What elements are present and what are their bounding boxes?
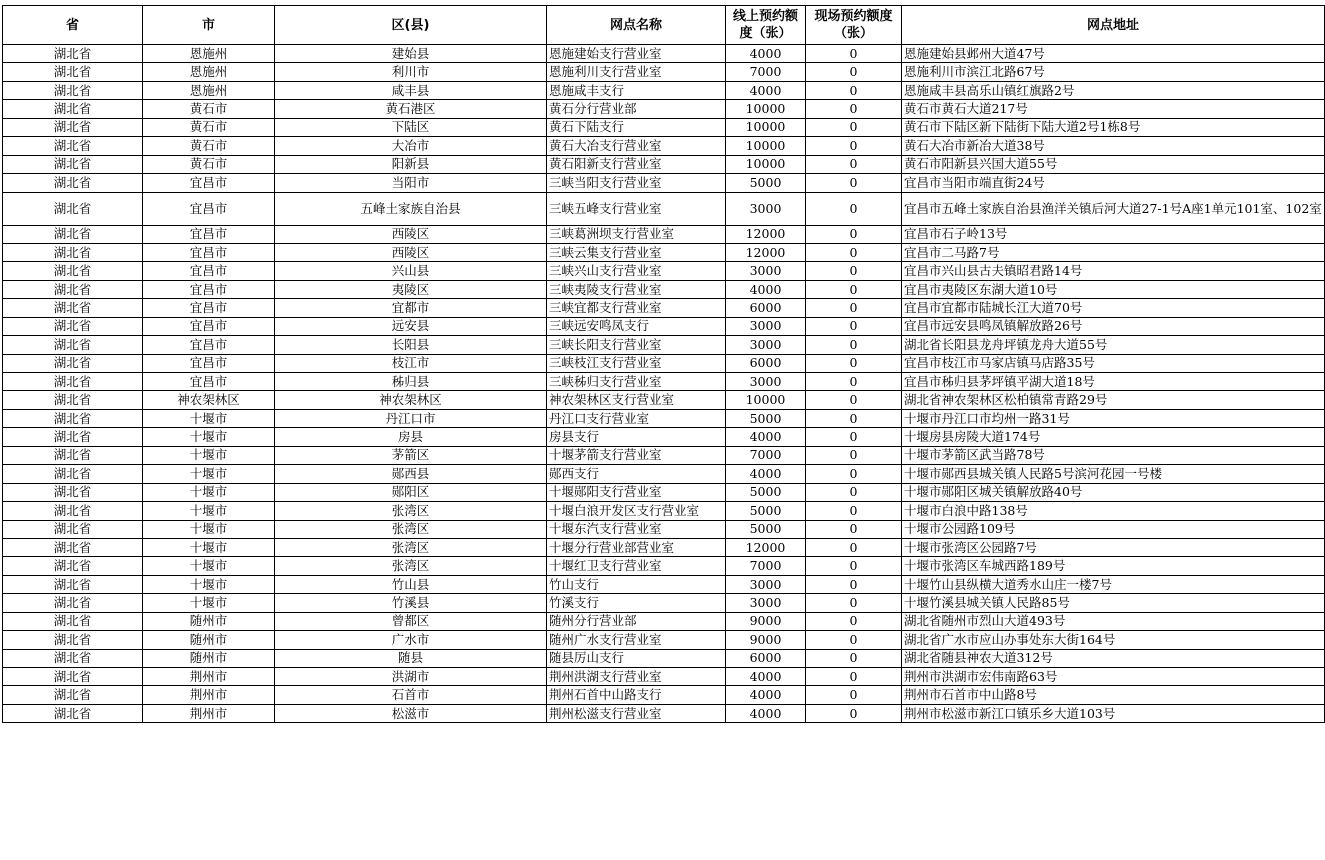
cell-province: 湖北省 [3,668,143,686]
table-row [3,575,1325,593]
cell-online-quota: 10000 [726,118,806,136]
cell-onsite-quota: 0 [806,668,902,686]
cell-city: 十堰市 [143,428,275,446]
cell-onsite-quota: 0 [806,45,902,63]
cell-district: 阳新县 [275,155,547,173]
cell-province: 湖北省 [3,483,143,501]
cell-online-quota: 12000 [726,225,806,243]
cell-address: 十堰市郧西县城关镇人民路5号滨河花园一号楼 [902,465,1325,483]
cell-branch-name: 随县厉山支行 [547,649,726,667]
table-row [3,428,1325,446]
cell-branch-name: 恩施咸丰支行 [547,81,726,99]
table-row [3,354,1325,372]
cell-online-quota: 10000 [726,100,806,118]
table-row [3,631,1325,649]
cell-onsite-quota: 0 [806,317,902,335]
cell-address: 黄石市阳新县兴国大道55号 [902,155,1325,173]
cell-address: 宜昌市二马路7号 [902,243,1325,261]
cell-city: 恩施州 [143,81,275,99]
cell-address: 荆州市石首市中山路8号 [902,686,1325,704]
cell-onsite-quota: 0 [806,538,902,556]
cell-province: 湖北省 [3,631,143,649]
cell-province: 湖北省 [3,155,143,173]
cell-branch-name: 黄石分行营业部 [547,100,726,118]
cell-province: 湖北省 [3,557,143,575]
table-row [3,280,1325,298]
table-row [3,373,1325,391]
cell-onsite-quota: 0 [806,100,902,118]
cell-address: 宜昌市远安县鸣凤镇解放路26号 [902,317,1325,335]
cell-onsite-quota: 0 [806,649,902,667]
table-row [3,391,1325,409]
cell-address: 湖北省随州市烈山大道493号 [902,612,1325,630]
cell-online-quota: 5000 [726,409,806,427]
cell-branch-name: 十堰茅箭支行营业室 [547,446,726,464]
table-row [3,557,1325,575]
cell-city: 十堰市 [143,409,275,427]
cell-onsite-quota: 0 [806,686,902,704]
cell-city: 黄石市 [143,137,275,155]
cell-province: 湖北省 [3,137,143,155]
cell-district: 张湾区 [275,538,547,556]
table-row [3,118,1325,136]
cell-onsite-quota: 0 [806,81,902,99]
cell-online-quota: 3000 [726,373,806,391]
cell-province: 湖北省 [3,299,143,317]
cell-onsite-quota: 0 [806,520,902,538]
cell-address: 十堰市白浪中路138号 [902,502,1325,520]
cell-city: 宜昌市 [143,317,275,335]
cell-onsite-quota: 0 [806,631,902,649]
table-row [3,100,1325,118]
cell-online-quota: 4000 [726,280,806,298]
cell-online-quota: 9000 [726,612,806,630]
table-row [3,465,1325,483]
cell-address: 宜昌市宜都市陆城长江大道70号 [902,299,1325,317]
cell-city: 宜昌市 [143,192,275,225]
cell-onsite-quota: 0 [806,465,902,483]
table-row [3,63,1325,81]
cell-online-quota: 4000 [726,668,806,686]
cell-onsite-quota: 0 [806,137,902,155]
cell-onsite-quota: 0 [806,391,902,409]
cell-branch-name: 丹江口支行营业室 [547,409,726,427]
cell-province: 湖北省 [3,575,143,593]
cell-district: 秭归县 [275,373,547,391]
cell-address: 黄石大冶市新冶大道38号 [902,137,1325,155]
cell-province: 湖北省 [3,612,143,630]
table-body [3,45,1325,723]
cell-city: 十堰市 [143,483,275,501]
cell-branch-name: 房县支行 [547,428,726,446]
cell-district: 张湾区 [275,557,547,575]
cell-city: 黄石市 [143,118,275,136]
cell-branch-name: 荆州洪湖支行营业室 [547,668,726,686]
cell-online-quota: 3000 [726,336,806,354]
cell-onsite-quota: 0 [806,118,902,136]
cell-branch-name: 竹山支行 [547,575,726,593]
cell-branch-name: 黄石大冶支行营业室 [547,137,726,155]
cell-address: 恩施咸丰县高乐山镇红旗路2号 [902,81,1325,99]
table-row [3,137,1325,155]
cell-city: 宜昌市 [143,336,275,354]
header-address: 网点地址 [902,6,1325,45]
cell-city: 黄石市 [143,155,275,173]
cell-district: 郧阳区 [275,483,547,501]
table-header-row [3,6,1325,45]
table-row [3,262,1325,280]
cell-city: 十堰市 [143,520,275,538]
header-province: 省 [3,6,143,45]
cell-branch-name: 随州分行营业部 [547,612,726,630]
cell-onsite-quota: 0 [806,483,902,501]
cell-online-quota: 9000 [726,631,806,649]
cell-branch-name: 恩施利川支行营业室 [547,63,726,81]
cell-onsite-quota: 0 [806,299,902,317]
cell-address: 恩施建始县邺州大道47号 [902,45,1325,63]
cell-onsite-quota: 0 [806,243,902,261]
cell-online-quota: 3000 [726,594,806,612]
cell-province: 湖北省 [3,262,143,280]
cell-branch-name: 十堰郧阳支行营业室 [547,483,726,501]
cell-online-quota: 3000 [726,192,806,225]
cell-address: 黄石市下陆区新下陆街下陆大道2号1栋8号 [902,118,1325,136]
cell-onsite-quota: 0 [806,336,902,354]
cell-province: 湖北省 [3,465,143,483]
cell-district: 张湾区 [275,502,547,520]
cell-district: 松滋市 [275,704,547,722]
cell-city: 十堰市 [143,575,275,593]
cell-city: 恩施州 [143,63,275,81]
cell-city: 神农架林区 [143,391,275,409]
cell-city: 宜昌市 [143,243,275,261]
cell-district: 咸丰县 [275,81,547,99]
cell-address: 湖北省随县神农大道312号 [902,649,1325,667]
table-row [3,446,1325,464]
cell-branch-name: 黄石阳新支行营业室 [547,155,726,173]
cell-online-quota: 5000 [726,174,806,192]
cell-branch-name: 随州广水支行营业室 [547,631,726,649]
cell-province: 湖北省 [3,100,143,118]
cell-branch-name: 十堰东汽支行营业室 [547,520,726,538]
cell-online-quota: 4000 [726,45,806,63]
cell-address: 宜昌市五峰土家族自治县渔洋关镇后河大道27-1号A座1单元101室、102室 [902,192,1325,225]
cell-address: 宜昌市当阳市端直街24号 [902,174,1325,192]
cell-address: 荆州市洪湖市宏伟南路63号 [902,668,1325,686]
cell-province: 湖北省 [3,520,143,538]
cell-district: 丹江口市 [275,409,547,427]
cell-district: 竹山县 [275,575,547,593]
cell-province: 湖北省 [3,280,143,298]
cell-online-quota: 7000 [726,63,806,81]
cell-onsite-quota: 0 [806,704,902,722]
cell-branch-name: 竹溪支行 [547,594,726,612]
cell-province: 湖北省 [3,391,143,409]
cell-address: 十堰竹溪县城关镇人民路85号 [902,594,1325,612]
cell-address: 十堰房县房陵大道174号 [902,428,1325,446]
cell-branch-name: 神农架林区支行营业室 [547,391,726,409]
table-row [3,502,1325,520]
cell-address: 湖北省神农架林区松柏镇常青路29号 [902,391,1325,409]
cell-city: 荆州市 [143,668,275,686]
header-online-quota: 线上预约额度（张） [726,6,806,45]
cell-province: 湖北省 [3,225,143,243]
cell-online-quota: 3000 [726,317,806,335]
cell-address: 十堰竹山县纵横大道秀水山庄一楼7号 [902,575,1325,593]
cell-branch-name: 荆州松滋支行营业室 [547,704,726,722]
cell-city: 宜昌市 [143,262,275,280]
cell-address: 十堰市张湾区公园路7号 [902,538,1325,556]
cell-province: 湖北省 [3,446,143,464]
table-row [3,594,1325,612]
cell-onsite-quota: 0 [806,262,902,280]
cell-city: 随州市 [143,612,275,630]
cell-address: 荆州市松滋市新江口镇乐乡大道103号 [902,704,1325,722]
cell-city: 恩施州 [143,45,275,63]
table-row [3,704,1325,722]
cell-district: 茅箭区 [275,446,547,464]
cell-onsite-quota: 0 [806,612,902,630]
cell-district: 张湾区 [275,520,547,538]
cell-address: 十堰市张湾区车城西路189号 [902,557,1325,575]
cell-online-quota: 4000 [726,81,806,99]
cell-branch-name: 三峡云集支行营业室 [547,243,726,261]
cell-city: 宜昌市 [143,174,275,192]
cell-address: 宜昌市夷陵区东湖大道10号 [902,280,1325,298]
cell-district: 黄石港区 [275,100,547,118]
cell-branch-name: 三峡兴山支行营业室 [547,262,726,280]
cell-city: 十堰市 [143,538,275,556]
cell-province: 湖北省 [3,409,143,427]
cell-province: 湖北省 [3,428,143,446]
cell-city: 宜昌市 [143,373,275,391]
cell-district: 竹溪县 [275,594,547,612]
cell-district: 五峰土家族自治县 [275,192,547,225]
table-row [3,243,1325,261]
cell-province: 湖北省 [3,594,143,612]
branch-table [2,5,1325,723]
cell-province: 湖北省 [3,317,143,335]
cell-province: 湖北省 [3,118,143,136]
cell-branch-name: 三峡当阳支行营业室 [547,174,726,192]
cell-onsite-quota: 0 [806,63,902,81]
cell-province: 湖北省 [3,336,143,354]
cell-online-quota: 6000 [726,649,806,667]
cell-district: 西陵区 [275,243,547,261]
cell-province: 湖北省 [3,686,143,704]
cell-district: 夷陵区 [275,280,547,298]
cell-province: 湖北省 [3,649,143,667]
cell-district: 洪湖市 [275,668,547,686]
cell-onsite-quota: 0 [806,409,902,427]
cell-district: 远安县 [275,317,547,335]
cell-onsite-quota: 0 [806,428,902,446]
cell-district: 广水市 [275,631,547,649]
cell-city: 荆州市 [143,686,275,704]
cell-online-quota: 4000 [726,704,806,722]
cell-online-quota: 10000 [726,137,806,155]
cell-city: 十堰市 [143,465,275,483]
table-row [3,45,1325,63]
cell-branch-name: 三峡长阳支行营业室 [547,336,726,354]
cell-branch-name: 十堰红卫支行营业室 [547,557,726,575]
table-row [3,336,1325,354]
table-row [3,538,1325,556]
cell-onsite-quota: 0 [806,575,902,593]
cell-address: 宜昌市枝江市马家店镇马店路35号 [902,354,1325,372]
cell-province: 湖北省 [3,174,143,192]
cell-province: 湖北省 [3,45,143,63]
table-row [3,612,1325,630]
table-row [3,299,1325,317]
cell-district: 建始县 [275,45,547,63]
cell-branch-name: 三峡宜都支行营业室 [547,299,726,317]
cell-branch-name: 荆州石首中山路支行 [547,686,726,704]
table-row [3,192,1325,225]
cell-branch-name: 郧西支行 [547,465,726,483]
table-row [3,668,1325,686]
cell-district: 大冶市 [275,137,547,155]
cell-address: 湖北省长阳县龙舟坪镇龙舟大道55号 [902,336,1325,354]
cell-city: 随州市 [143,631,275,649]
cell-online-quota: 3000 [726,262,806,280]
cell-onsite-quota: 0 [806,280,902,298]
header-district: 区(县) [275,6,547,45]
cell-online-quota: 5000 [726,520,806,538]
cell-province: 湖北省 [3,243,143,261]
table-row [3,409,1325,427]
cell-onsite-quota: 0 [806,502,902,520]
cell-branch-name: 十堰白浪开发区支行营业室 [547,502,726,520]
cell-online-quota: 5000 [726,502,806,520]
cell-city: 十堰市 [143,557,275,575]
cell-district: 长阳县 [275,336,547,354]
cell-address: 黄石市黄石大道217号 [902,100,1325,118]
header-city: 市 [143,6,275,45]
cell-district: 随县 [275,649,547,667]
cell-district: 利川市 [275,63,547,81]
cell-city: 宜昌市 [143,225,275,243]
cell-city: 十堰市 [143,446,275,464]
cell-address: 十堰市丹江口市均州一路31号 [902,409,1325,427]
cell-online-quota: 4000 [726,686,806,704]
cell-branch-name: 三峡枝江支行营业室 [547,354,726,372]
cell-district: 郧西县 [275,465,547,483]
cell-branch-name: 三峡葛洲坝支行营业室 [547,225,726,243]
header-branch-name: 网点名称 [547,6,726,45]
table-row [3,317,1325,335]
cell-address: 恩施利川市滨江北路67号 [902,63,1325,81]
cell-district: 曾都区 [275,612,547,630]
cell-branch-name: 三峡秭归支行营业室 [547,373,726,391]
cell-province: 湖北省 [3,354,143,372]
cell-district: 西陵区 [275,225,547,243]
cell-province: 湖北省 [3,502,143,520]
cell-district: 兴山县 [275,262,547,280]
cell-address: 十堰市公园路109号 [902,520,1325,538]
cell-address: 十堰市茅箭区武当路78号 [902,446,1325,464]
cell-province: 湖北省 [3,373,143,391]
cell-city: 荆州市 [143,704,275,722]
cell-address: 十堰市郧阳区城关镇解放路40号 [902,483,1325,501]
cell-branch-name: 三峡五峰支行营业室 [547,192,726,225]
cell-online-quota: 10000 [726,391,806,409]
cell-district: 下陆区 [275,118,547,136]
cell-city: 宜昌市 [143,280,275,298]
table-row [3,81,1325,99]
table-row [3,520,1325,538]
cell-online-quota: 6000 [726,354,806,372]
cell-onsite-quota: 0 [806,192,902,225]
cell-address: 宜昌市秭归县茅坪镇平湖大道18号 [902,373,1325,391]
cell-onsite-quota: 0 [806,155,902,173]
header-onsite-quota: 现场预约额度（张） [806,6,902,45]
cell-online-quota: 12000 [726,538,806,556]
cell-online-quota: 10000 [726,155,806,173]
cell-online-quota: 4000 [726,428,806,446]
table-row [3,225,1325,243]
cell-district: 当阳市 [275,174,547,192]
cell-province: 湖北省 [3,704,143,722]
cell-onsite-quota: 0 [806,225,902,243]
cell-online-quota: 6000 [726,299,806,317]
cell-city: 宜昌市 [143,354,275,372]
cell-address: 宜昌市兴山县古夫镇昭君路14号 [902,262,1325,280]
cell-district: 房县 [275,428,547,446]
cell-province: 湖北省 [3,538,143,556]
cell-province: 湖北省 [3,192,143,225]
cell-city: 宜昌市 [143,299,275,317]
cell-onsite-quota: 0 [806,446,902,464]
cell-online-quota: 7000 [726,446,806,464]
table-row [3,483,1325,501]
cell-onsite-quota: 0 [806,373,902,391]
cell-onsite-quota: 0 [806,174,902,192]
cell-onsite-quota: 0 [806,557,902,575]
cell-online-quota: 5000 [726,483,806,501]
cell-city: 十堰市 [143,594,275,612]
cell-branch-name: 恩施建始支行营业室 [547,45,726,63]
table-row [3,649,1325,667]
table-row [3,174,1325,192]
cell-online-quota: 12000 [726,243,806,261]
cell-city: 十堰市 [143,502,275,520]
table-row [3,155,1325,173]
cell-district: 石首市 [275,686,547,704]
cell-province: 湖北省 [3,63,143,81]
cell-online-quota: 3000 [726,575,806,593]
cell-district: 宜都市 [275,299,547,317]
cell-online-quota: 7000 [726,557,806,575]
cell-address: 湖北省广水市应山办事处东大街164号 [902,631,1325,649]
cell-province: 湖北省 [3,81,143,99]
cell-district: 神农架林区 [275,391,547,409]
cell-district: 枝江市 [275,354,547,372]
cell-branch-name: 黄石下陆支行 [547,118,726,136]
table-row [3,686,1325,704]
cell-city: 随州市 [143,649,275,667]
cell-onsite-quota: 0 [806,354,902,372]
cell-online-quota: 4000 [726,465,806,483]
cell-branch-name: 三峡夷陵支行营业室 [547,280,726,298]
cell-city: 黄石市 [143,100,275,118]
cell-branch-name: 三峡远安鸣凤支行 [547,317,726,335]
cell-branch-name: 十堰分行营业部营业室 [547,538,726,556]
cell-onsite-quota: 0 [806,594,902,612]
cell-address: 宜昌市石子岭13号 [902,225,1325,243]
